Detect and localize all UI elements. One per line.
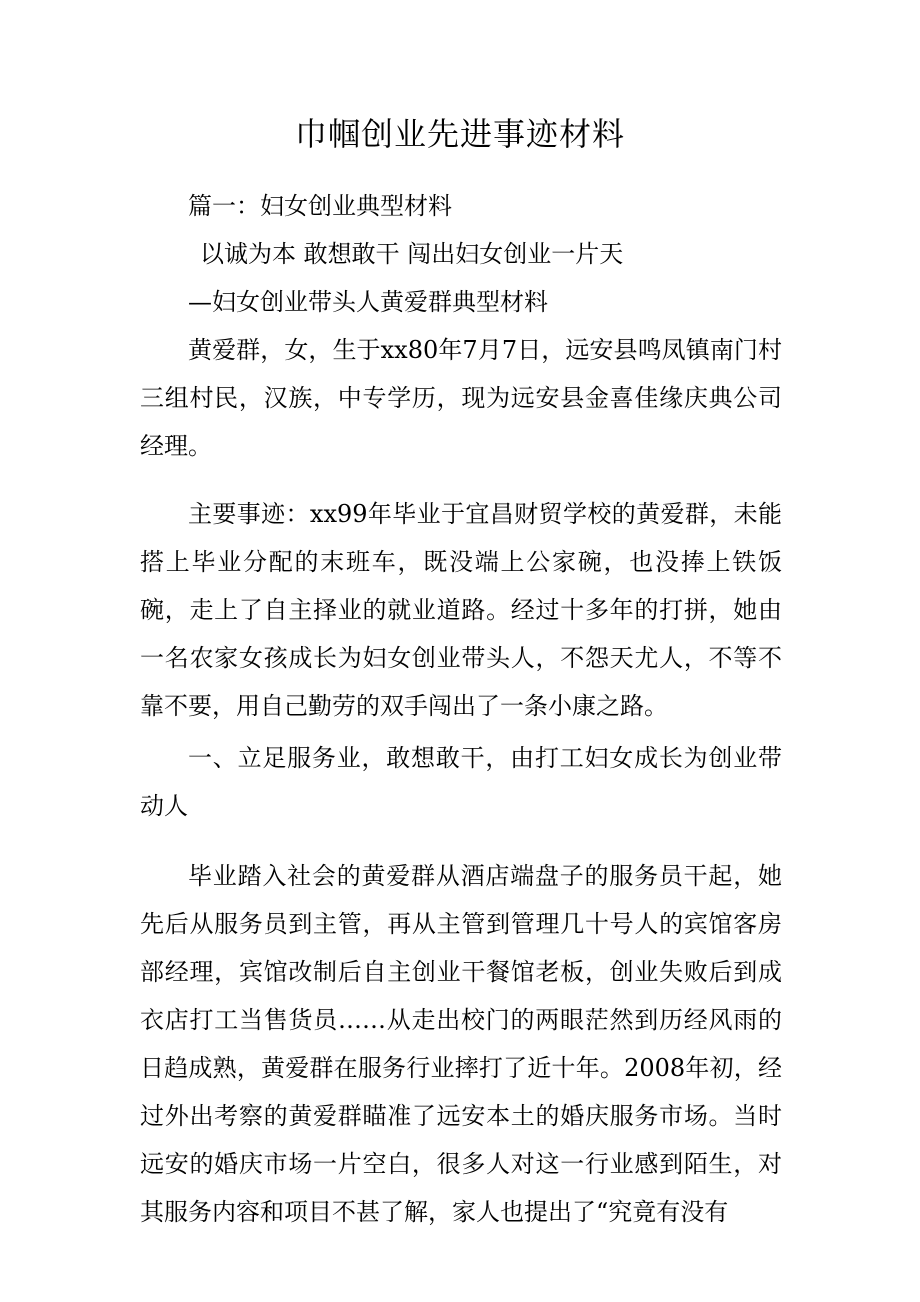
article-subheadline: —妇女创业带头人黄爱群典型材料 <box>188 288 548 316</box>
subsection-heading: 一、立足服务业，敢想敢干，由打工妇女成长为创业带动人 <box>140 744 782 820</box>
document-title: 巾帼创业先进事迹材料 <box>294 115 625 153</box>
document-body <box>140 182 782 1236</box>
body-paragraph: 主要事迹：xx99年毕业于宜昌财贸学校的黄爱群，未能搭上毕业分配的末班车，既没端上公家碗，也没捧上铁饭碗，走上了自主择业的就业道路。经过十多年的打拼，她由一名农家女孩成长为妇女创业带头人，不怨天尤人，不等不靠不要，用自己勤劳的双手闯出了一条小康之路。 <box>140 500 782 720</box>
body-paragraph: 毕业踏入社会的黄爱群从酒店端盘子的服务员干起，她先后从服务员到主管，再从主管到管理几十号人的宾馆客房部经理，宾馆改制后自主创业干餐馆老板，创业失败后到成衣店打工当售货员……从走出校门的两眼茫然到历经风雨的日趋成熟，黄爱群在服务行业摔打了近十年。2008年初，经过外出考察的黄爱群瞄准了远安本土的婚庆服务市场。当时远安的婚庆市场一片空白，很多人对这一行业感到陌生，对其服务内容和项目不甚了解，家人也提出了“究竟有没有 <box>140 862 782 1226</box>
article-headline: 以诚为本 敢想敢干 闯出妇女创业一片天 <box>200 240 624 268</box>
section-heading: 篇一：妇女创业典型材料 <box>188 192 452 220</box>
body-paragraph: 黄爱群，女，生于xx80年7月7日，远安县鸣凤镇南门村三组村民，汉族，中专学历，现为远安县金喜佳缘庆典公司经理。 <box>140 336 782 460</box>
